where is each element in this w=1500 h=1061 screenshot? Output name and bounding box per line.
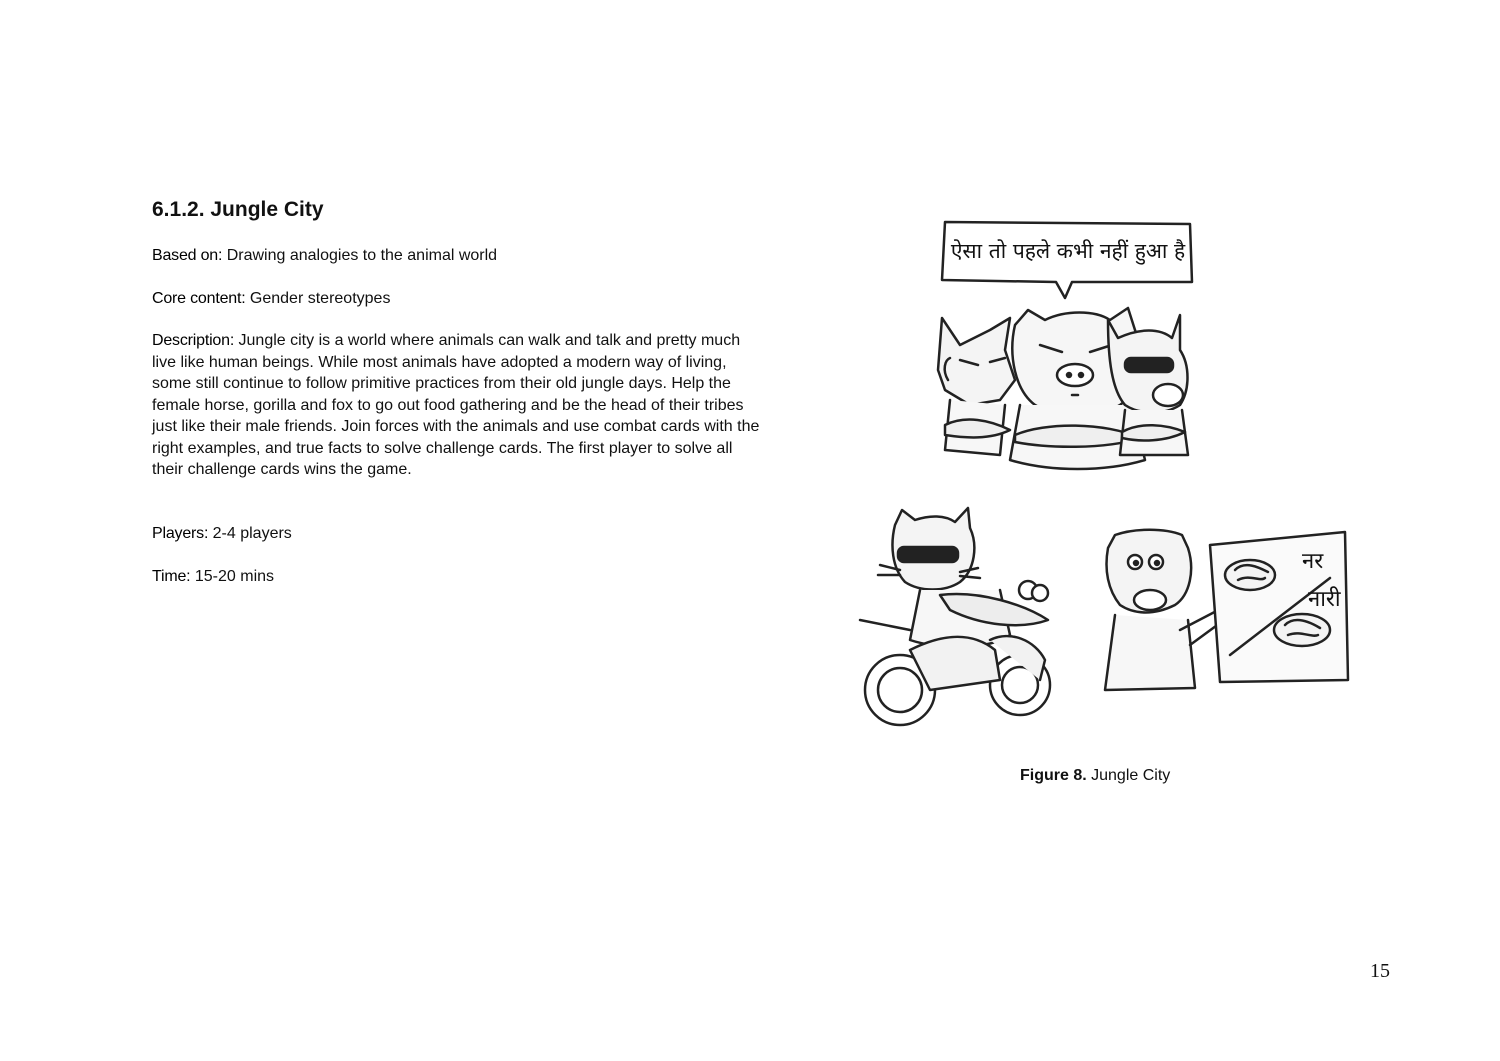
speech-bubble-text: ऐसा तो पहले कभी नहीं हुआ है xyxy=(950,239,1186,263)
section-heading: 6.1.2. Jungle City xyxy=(152,198,324,221)
core-content-label: Core content: xyxy=(152,290,246,307)
description-label: Description: xyxy=(152,332,235,349)
page-number: 15 xyxy=(1370,960,1390,982)
figure-caption-text: Jungle City xyxy=(1086,767,1171,784)
players-label: Players: xyxy=(152,525,209,542)
figure-caption xyxy=(1020,767,1170,785)
based-on-label: Based on: xyxy=(152,247,223,264)
illustration-svg xyxy=(850,210,1370,740)
description-paragraph xyxy=(152,330,762,481)
core-content-paragraph xyxy=(152,288,762,310)
jungle-city-illustration xyxy=(850,210,1370,740)
rabbit-on-bike-character xyxy=(860,508,1050,725)
time-paragraph xyxy=(152,566,762,588)
time-value: 15-20 mins xyxy=(190,568,275,585)
players-value: 2-4 players xyxy=(208,525,292,542)
players-paragraph xyxy=(152,523,762,545)
time-label: Time: xyxy=(152,568,191,585)
fox-character xyxy=(938,318,1015,455)
board-word-top: नर xyxy=(1302,549,1324,574)
core-content-value: Gender stereotypes xyxy=(245,290,391,307)
based-on-paragraph xyxy=(152,245,762,267)
based-on-value: Drawing analogies to the animal world xyxy=(222,247,498,264)
figure-caption-label: Figure 8. xyxy=(1020,767,1087,784)
board-word-bottom: नारी xyxy=(1308,587,1341,612)
description-value: Jungle city is a world where animals can walk and talk and pretty much live like human beings. While most animals have adopted a modern way of living, some still continue to follow primitive practices from their old jungle days. Help the female horse, gorilla and fox to go out food gathering and be the head of their tribes just like their male friends. Join forces with the animals and use combat cards with the right examples, and true facts to solve challenge cards. The first player to solve all their challenge cards wins the game. xyxy=(152,332,760,478)
